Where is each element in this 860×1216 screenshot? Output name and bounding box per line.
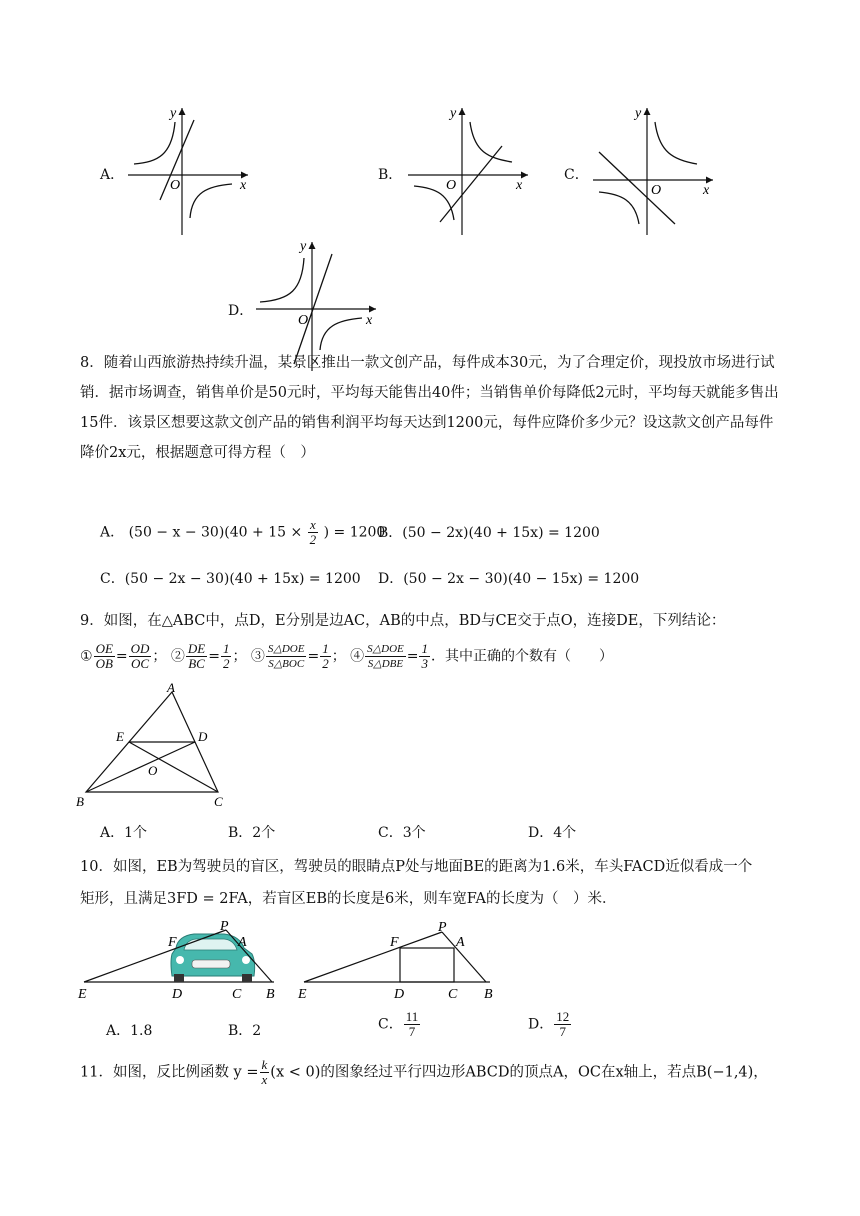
svg-text:A: A xyxy=(238,935,247,950)
q9-triangle-figure xyxy=(72,680,242,810)
svg-text:B: B xyxy=(76,794,84,809)
q9-option-c[interactable]: C．3个 xyxy=(378,825,426,841)
svg-text:E: E xyxy=(78,987,87,1002)
q7d-x: x xyxy=(366,313,373,328)
q10-option-d-label: D． xyxy=(528,1016,554,1033)
q10-geometry-figure xyxy=(294,918,504,1002)
q7d-y: y xyxy=(300,239,307,254)
svg-text:A: A xyxy=(456,935,465,950)
q8-text: 8．随着山西旅游热持续升温，某景区推出一款文创产品，每件成本30元，为了合理定价，现投放市场进行试销．据市场调查，销售单价是50元时，平均每天能售出40件；当销售单价每降低2元时，平均每天就能多售出15件．该景区想要这款文创产品的销售利润平均每天达到1200元，每件应降价多少元？设这款文创产品每件降价2x元，根据题意可得方程（ ） xyxy=(80,355,779,461)
q10-line2: 矩形，且满足3FD = 2FA，若盲区EB的长度是6米，则车宽FA的长度为（ ）米． xyxy=(80,891,617,907)
q7a-o: O xyxy=(170,178,181,193)
svg-text:C: C xyxy=(448,987,458,1002)
q8-option-a[interactable] xyxy=(100,518,385,547)
q9-text: 9．如图，在△ABC中，点D，E分别是边AC，AB的中点，BD与CE交于点O，连接DE，下列结论： xyxy=(80,613,726,629)
q7-graph-b xyxy=(400,100,540,240)
svg-text:D: D xyxy=(172,987,183,1002)
q7b-y: y xyxy=(450,106,457,121)
q10-option-d[interactable]: D． $\frac{12}{7}$ xyxy=(528,1009,570,1039)
svg-text:P: P xyxy=(438,920,447,935)
svg-text:D: D xyxy=(198,729,208,744)
q7b-o: O xyxy=(446,178,457,193)
q10-option-c-label: C． xyxy=(378,1016,403,1033)
q7a-x: x xyxy=(240,178,247,193)
q7-option-d-label: D． xyxy=(228,303,254,319)
q8-option-b[interactable]: B．(50 − 2x)(40 + 15x) = 1200 xyxy=(378,525,600,541)
q8-option-a-pre: (50 − x − 30)(40 + 15 × xyxy=(128,524,303,541)
svg-text:O: O xyxy=(148,763,158,778)
q8-option-a-label: A． xyxy=(100,524,125,541)
q8-option-c[interactable]: C．(50 − 2x − 30)(40 + 15x) = 1200 xyxy=(100,571,361,587)
q10-option-b[interactable]: B．2 xyxy=(228,1023,262,1039)
q7-option-c-label: C． xyxy=(564,167,589,183)
q9-option-d[interactable]: D．4个 xyxy=(528,825,577,841)
svg-text:B: B xyxy=(266,987,275,1002)
svg-text:E: E xyxy=(298,987,307,1002)
svg-text:C: C xyxy=(214,794,223,809)
svg-text:F: F xyxy=(168,935,177,950)
q10-car-figure xyxy=(74,918,284,1002)
q7c-x: x xyxy=(703,183,710,198)
q7c-o: O xyxy=(651,183,662,198)
q10-line1: 10．如图，EB为驾驶员的盲区，驾驶员的眼睛点P处与地面BE的距离为1.6米，车头FACD近似看成一个 xyxy=(80,859,753,875)
q10-option-c[interactable]: C． $\frac{11}{7}$ xyxy=(378,1009,419,1039)
q7a-y: y xyxy=(170,106,177,121)
q7b-x: x xyxy=(516,178,523,193)
q8-option-a-fraction: $\frac{x}{2}$ xyxy=(309,517,317,547)
q7-option-a-label: A． xyxy=(100,167,125,183)
svg-text:P: P xyxy=(220,919,229,934)
svg-text:E: E xyxy=(116,729,124,744)
svg-text:B: B xyxy=(484,987,493,1002)
q8-option-a-post: ) = 1200 xyxy=(323,524,386,541)
q10-option-a[interactable]: A．1.8 xyxy=(106,1023,153,1039)
q7-graph-c xyxy=(585,100,725,240)
q8-option-d[interactable]: D．(50 − 2x − 30)(40 − 15x) = 1200 xyxy=(378,571,640,587)
q7-option-b-label: B． xyxy=(378,167,403,183)
q7-graph-a xyxy=(120,100,260,240)
q7c-y: y xyxy=(635,106,642,121)
q7d-o: O xyxy=(298,313,309,328)
svg-text:C: C xyxy=(232,987,242,1002)
svg-text:F: F xyxy=(390,935,399,950)
q9-conclusions: ① $\frac{OE}{OB}$ = $\frac{OD}{OC}$ ； ② $\frac{DE}{BC}$ = $\frac{1}{2}$ ； ③ $\frac{\text{S△DOE}}{\text{S△BOC}}$ = $\frac{1}{2}$ ； ④ $\frac{\text{S△DOE}}{\text{S△DBE}}$ = $\frac{1}{3}$ ．其中正确的个数有（ ） xyxy=(80,641,613,671)
svg-text:A: A xyxy=(167,680,175,695)
svg-text:D: D xyxy=(394,987,405,1002)
q9-option-b[interactable]: B．2个 xyxy=(228,825,276,841)
q11-text: 11．如图，反比例函数 y = $\frac{k}{x}$ (x < 0)的图象经过平行四边形ABCD的顶点A，OC在x轴上，若点B(−1,4)， xyxy=(80,1057,768,1087)
q9-option-a[interactable]: A．1个 xyxy=(100,825,148,841)
